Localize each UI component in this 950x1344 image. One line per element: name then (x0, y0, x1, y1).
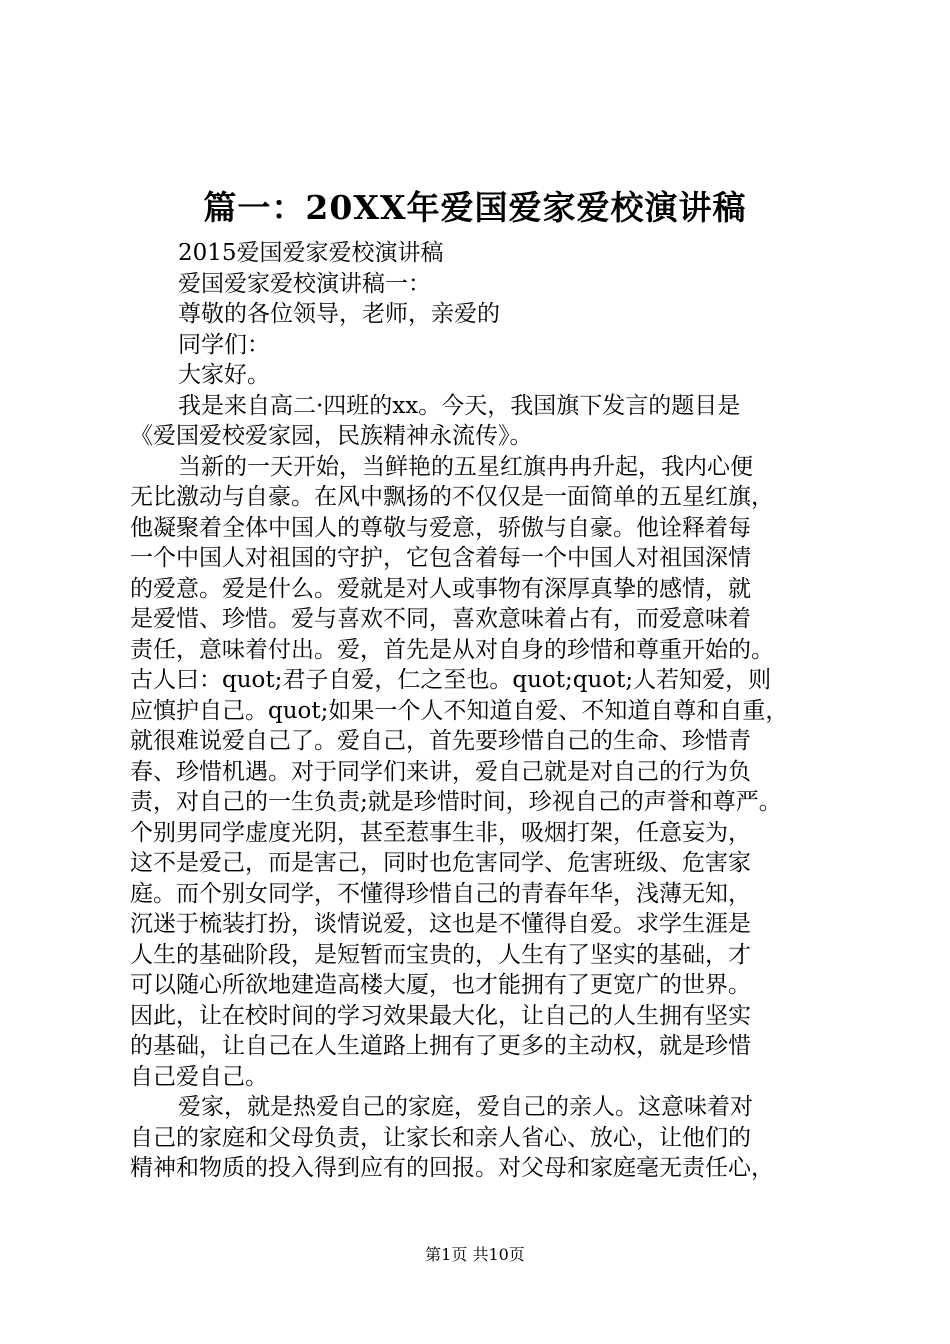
document-title: 篇一：20XX年爱国爱家爱校演讲稿 (203, 188, 747, 227)
text-line: 尊敬的各位领导，老师，亲爱的 (178, 301, 500, 327)
text-line: 当新的一天开始，当鲜艳的五星红旗冉冉升起，我内心便 (178, 453, 753, 480)
text-line: 的爱意。爱是什么。爱就是对人或事物有深厚真挚的感情，就 (130, 575, 751, 602)
text-line: 可以随心所欲地建造高楼大厦，也才能拥有了更宽广的世界。 (130, 972, 751, 998)
text-line: 责任，意味着付出。爱，首先是从对自身的珍惜和尊重开始的。 (130, 636, 774, 663)
text-line: 爱国爱家爱校演讲稿一： (178, 270, 431, 297)
text-line: 他凝聚着全体中国人的尊敬与爱意，骄傲与自豪。他诠释着每 (130, 514, 751, 541)
page-footer: 第1页 共10页 (425, 1245, 525, 1264)
text-line: 《爱国爱校爱家园，民族精神永流传》。 (130, 423, 533, 449)
text-line: 是爱惜、珍惜。爱与喜欢不同，喜欢意味着占有，而爱意味着 (130, 606, 751, 632)
text-line: 这不是爱己，而是害己，同时也危害同学、危害班级、危害家 (130, 850, 751, 876)
text-line: 自己爱自己。 (130, 1063, 268, 1090)
text-line: 无比激动与自豪。在风中飘扬的不仅仅是一面简单的五星红旗， (130, 484, 774, 510)
text-line: 古人曰：quot;君子自爱，仁之至也。quot;quot;人若知爱，则 (130, 667, 772, 693)
text-line: 一个中国人对祖国的守护，它包含着每一个中国人对祖国深情 (130, 545, 751, 571)
text-line: 庭。而个别女同学，不懂得珍惜自己的青春年华，浅薄无知， (130, 880, 751, 907)
document-body (130, 238, 835, 1184)
text-line: 的基础，让自己在人生道路上拥有了更多的主动权，就是珍惜 (130, 1033, 751, 1059)
text-line: 个别男同学虚度光阴，甚至惹事生非，吸烟打架，任意妄为， (130, 819, 751, 846)
text-line: 精神和物质的投入得到应有的回报。对父母和家庭毫无责任心， (130, 1155, 774, 1181)
text-line: 春、珍惜机遇。对于同学们来讲，爱自己就是对自己的行为负 (130, 758, 751, 785)
text-line: 责，对自己的一生负责;就是珍惜时间，珍视自己的声誉和尊严。 (130, 789, 782, 815)
text-line: 因此，让在校时间的学习效果最大化，让自己的人生拥有坚实 (130, 1002, 751, 1029)
text-line: 同学们： (178, 331, 270, 358)
text-line: 自己的家庭和父母负责，让家长和亲人省心、放心，让他们的 (130, 1124, 751, 1151)
text-line: 人生的基础阶段，是短暂而宝贵的，人生有了坚实的基础，才 (130, 941, 751, 968)
text-line: 沉迷于梳装打扮，谈情说爱，这也是不懂得自爱。求学生涯是 (130, 911, 751, 937)
text-line: 就很难说爱自己了。爱自己，首先要珍惜自己的生命、珍惜青 (130, 728, 751, 754)
text-line: 爱家，就是热爱自己的家庭，爱自己的亲人。这意味着对 (178, 1094, 753, 1120)
text-line: 大家好。 (178, 362, 270, 388)
text-line: 应慎护自己。quot;如果一个人不知道自爱、不知道自尊和自重， (130, 697, 789, 724)
text-line: 2015爱国爱家爱校演讲稿 (178, 240, 444, 266)
text-line: 我是来自高二·四班的xx。今天，我国旗下发言的题目是 (178, 392, 741, 419)
